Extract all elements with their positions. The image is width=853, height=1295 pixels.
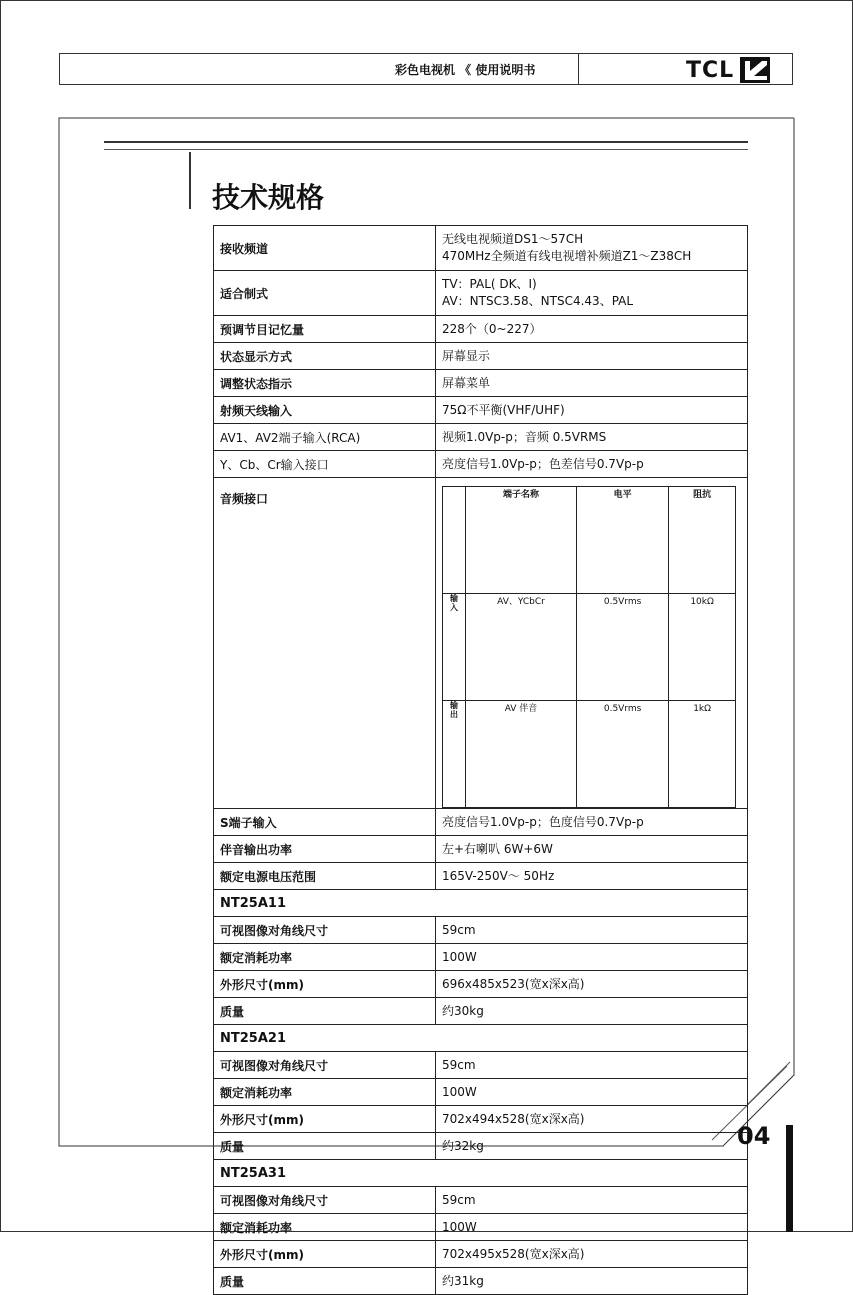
page-number: 04 (737, 1122, 771, 1150)
audio-row (443, 594, 736, 701)
spec-key: 可视图像对角线尺寸 (214, 1052, 436, 1079)
spec-table (213, 225, 748, 1295)
table-row (214, 1214, 748, 1241)
spec-value: TV：PAL( DK、I) AV：NTSC3.58、NTSC4.43、PAL (436, 271, 748, 316)
spec-key: 预调节目记忆量 (214, 316, 436, 343)
spec-key: 伴音输出功率 (214, 836, 436, 863)
table-row (214, 1268, 748, 1295)
audio-level: 0.5Vrms (576, 701, 668, 808)
spec-value: 约32kg (436, 1133, 748, 1160)
top-rule-thin (104, 149, 748, 150)
audio-header-row (443, 487, 736, 594)
spec-key: 可视图像对角线尺寸 (214, 917, 436, 944)
spec-value: 696x485x523(宽x深x高) (436, 971, 748, 998)
table-row (214, 316, 748, 343)
spec-value: 75Ω不平衡(VHF/UHF) (436, 397, 748, 424)
spec-value: 屏幕菜单 (436, 370, 748, 397)
table-row (214, 451, 748, 478)
spec-value: 59cm (436, 917, 748, 944)
spec-key: 外形尺寸(mm) (214, 971, 436, 998)
audio-name: AV 伴音 (466, 701, 577, 808)
spec-key: 音频接口 (214, 478, 436, 809)
audio-impedance: 10kΩ (669, 594, 736, 701)
spec-key: 调整状态指示 (214, 370, 436, 397)
spec-key: 质量 (214, 1133, 436, 1160)
spec-key: 额定电源电压范围 (214, 863, 436, 890)
audio-cell (436, 478, 748, 809)
audio-name: AV、YCbCr (466, 594, 577, 701)
table-row (214, 397, 748, 424)
spec-value: 59cm (436, 1187, 748, 1214)
audio-header: 电平 (576, 487, 668, 594)
table-row (214, 478, 748, 809)
spec-value: 视频1.0Vp-p；音频 0.5VRMS (436, 424, 748, 451)
table-row (214, 1133, 748, 1160)
table-row (214, 944, 748, 971)
spec-value: 228个（0~227） (436, 316, 748, 343)
spec-key: AV1、AV2端子输入(RCA) (214, 424, 436, 451)
header-title: 彩色电视机 《 使用说明书 (395, 63, 536, 77)
spec-key: 额定消耗功率 (214, 1214, 436, 1241)
page-number-bar (786, 1125, 793, 1232)
table-row (214, 1106, 748, 1133)
table-row (214, 1241, 748, 1268)
audio-row (443, 701, 736, 808)
table-row (214, 971, 748, 998)
spec-key: 额定消耗功率 (214, 1079, 436, 1106)
table-row (214, 998, 748, 1025)
spec-value: 亮度信号1.0Vp-p；色差信号0.7Vp-p (436, 451, 748, 478)
audio-interface-table (442, 486, 736, 808)
model-name: NT25A11 (214, 890, 748, 917)
table-row (214, 917, 748, 944)
model-name: NT25A21 (214, 1025, 748, 1052)
title-bar (189, 152, 191, 209)
table-row (214, 863, 748, 890)
spec-value: 左+右喇叭 6W+6W (436, 836, 748, 863)
audio-side-label: 输出 (443, 701, 466, 808)
spec-value: 约30kg (436, 998, 748, 1025)
spec-value: 702x495x528(宽x深x高) (436, 1241, 748, 1268)
table-row (214, 226, 748, 271)
model-row (214, 1025, 748, 1052)
audio-header: 阻抗 (669, 487, 736, 594)
logo-text: TCL (686, 57, 735, 83)
table-row (214, 1187, 748, 1214)
page-title: 技术规格 (212, 181, 325, 214)
spec-key: 可视图像对角线尺寸 (214, 1187, 436, 1214)
spec-key: 额定消耗功率 (214, 944, 436, 971)
table-row (214, 343, 748, 370)
spec-key: Y、Cb、Cr输入接口 (214, 451, 436, 478)
table-row (214, 370, 748, 397)
table-row (214, 271, 748, 316)
spec-key: 接收频道 (214, 226, 436, 271)
spec-key: 适合制式 (214, 271, 436, 316)
top-rule (104, 141, 748, 143)
spec-value: 100W (436, 1214, 748, 1241)
spec-key: 射频天线输入 (214, 397, 436, 424)
spec-value: 100W (436, 944, 748, 971)
spec-value: 无线电视频道DS1～57CH 470MHz全频道有线电视增补频道Z1～Z38CH (436, 226, 748, 271)
model-row (214, 1160, 748, 1187)
spec-key: 外形尺寸(mm) (214, 1241, 436, 1268)
audio-impedance: 1kΩ (669, 701, 736, 808)
spec-value: 59cm (436, 1052, 748, 1079)
spec-value: 702x494x528(宽x深x高) (436, 1106, 748, 1133)
spec-value: 100W (436, 1079, 748, 1106)
spec-value: 约31kg (436, 1268, 748, 1295)
spec-key: 外形尺寸(mm) (214, 1106, 436, 1133)
table-row (214, 424, 748, 451)
model-row (214, 890, 748, 917)
table-row (214, 836, 748, 863)
table-row (214, 809, 748, 836)
spec-value: 亮度信号1.0Vp-p；色度信号0.7Vp-p (436, 809, 748, 836)
model-name: NT25A31 (214, 1160, 748, 1187)
spec-key: 质量 (214, 998, 436, 1025)
audio-side-label: 输入 (443, 594, 466, 701)
spec-value: 屏幕显示 (436, 343, 748, 370)
audio-level: 0.5Vrms (576, 594, 668, 701)
spec-key: 状态显示方式 (214, 343, 436, 370)
table-row (214, 1079, 748, 1106)
spec-key: S端子输入 (214, 809, 436, 836)
spec-key: 质量 (214, 1268, 436, 1295)
audio-header: 端子名称 (466, 487, 577, 594)
table-row (214, 1052, 748, 1079)
spec-value: 165V-250V～ 50Hz (436, 863, 748, 890)
